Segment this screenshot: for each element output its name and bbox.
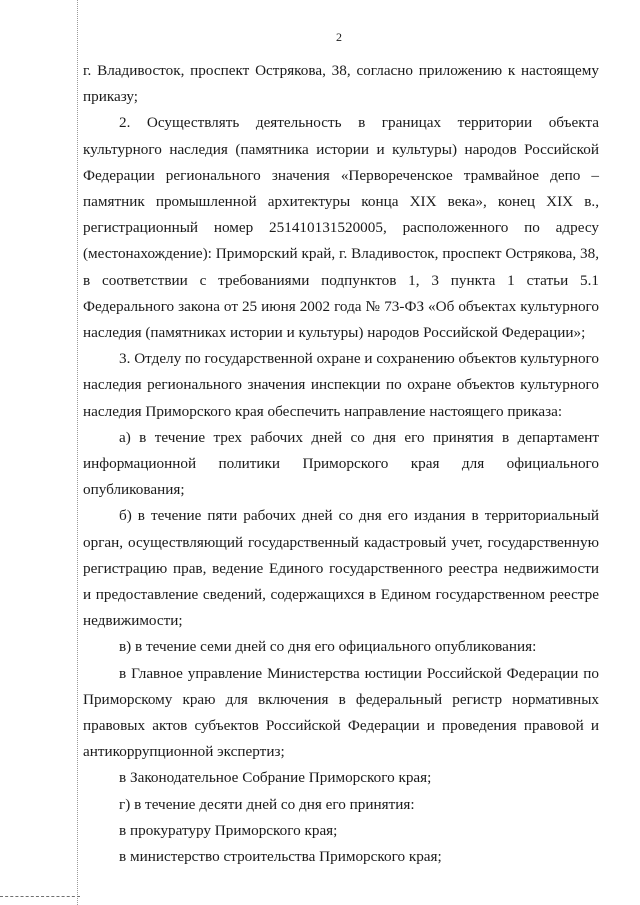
- footnote-rule: [0, 896, 80, 897]
- paragraph-item-3: 3. Отделу по государственной охране и сохранению объектов культурного наследия регионального значения инспекции по охране объектов культурного наследия Приморского края обеспечить направление настоящего приказа:: [83, 350, 599, 420]
- binding-margin-line: [77, 0, 78, 905]
- paragraph-recipient-ministry: в министерство строительства Приморского края;: [119, 848, 442, 866]
- page-number: 2: [336, 30, 342, 44]
- paragraph-subitem-b: б) в течение пяти рабочих дней со дня его издания в территориальный орган, осуществляющий государственный кадастровый учет, государственную регистрацию прав, ведение Единого государственного реестра недвижимости и предоставление сведений, содержащихся в Едином государственном реестре недвижимости;: [83, 507, 599, 630]
- paragraph-subitem-v: в) в течение семи дней со дня его официального опубликования:: [119, 638, 537, 656]
- paragraph-subitem-g: г) в течение десяти дней со дня его принятия:: [119, 795, 415, 813]
- paragraph-recipient-assembly: в Законодательное Собрание Приморского края;: [119, 769, 432, 787]
- paragraph-item-2: 2. Осуществлять деятельность в границах территории объекта культурного наследия (памятника истории и культуры) народов Российской Федерации регионального значения «Первореченское трамвайное депо – памятник промышленной архитектуры конца XIX века», конец XIX в., регистрационный номер 251410131520005, расположенного по адресу (местонахождение): Приморский край, г. Владивосток, проспект Острякова, 38, в соответствии с требованиями подпунктов 1, 3 пункта 1 статьи 5.1 Федерального закона от 25 июня 2002 года № 73-ФЗ «Об объектах культурного наследия (памятниках истории и культуры) народов Российской Федерации»;: [83, 114, 599, 342]
- paragraph-subitem-a: а) в течение трех рабочих дней со дня его принятия в департамент информационной политики Приморского края для официального опубликования;: [83, 428, 599, 499]
- paragraph-recipient-justice: в Главное управление Министерства юстиции Российской Федерации по Приморскому краю для включения в федеральный регистр нормативных правовых актов субъектов Российской Федерации и проведения правовой и антикоррупционной экспертиз;: [83, 664, 599, 761]
- document-body: [83, 58, 599, 870]
- paragraph-continuation: г. Владивосток, проспект Острякова, 38, согласно приложению к настоящему приказу;: [83, 62, 599, 106]
- paragraph-recipient-prosecutor: в прокуратуру Приморского края;: [119, 821, 338, 839]
